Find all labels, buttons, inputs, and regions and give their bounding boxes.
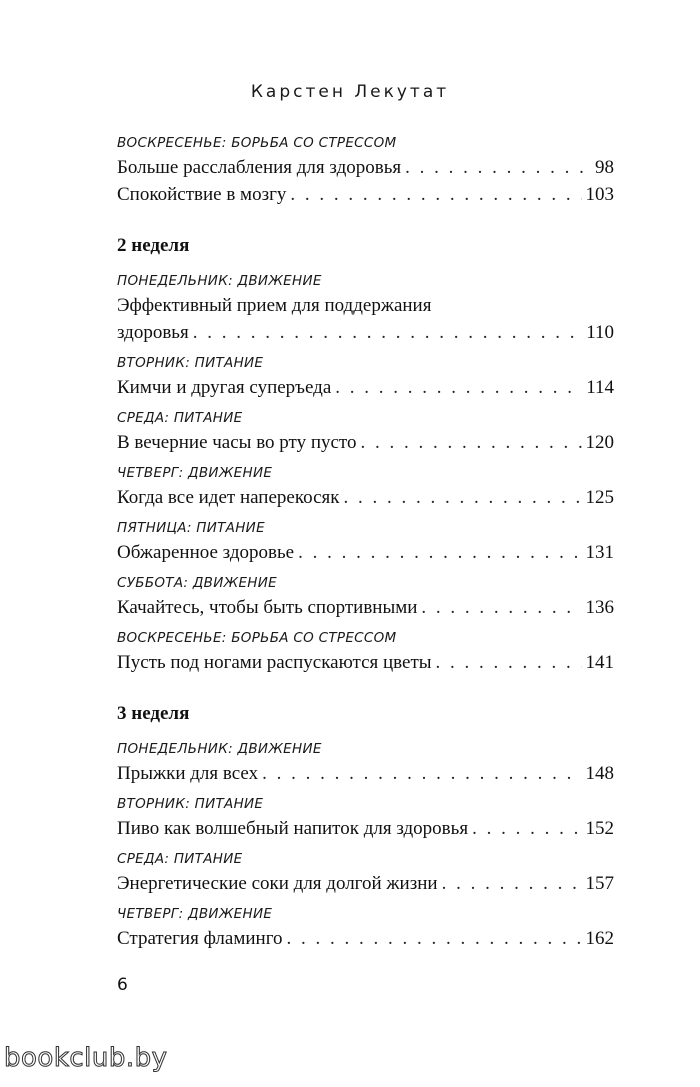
toc-entry[interactable] — [117, 429, 614, 456]
dot-leader — [405, 154, 591, 181]
toc-day-group — [117, 517, 614, 566]
week-heading: 2 неделя — [117, 235, 190, 256]
entry-page-number: 152 — [585, 818, 614, 839]
day-label: ВТОРНИК: ПИТАНИЕ — [117, 355, 264, 371]
entry-title: Стратегия фламинго — [117, 928, 283, 949]
dot-leader — [193, 319, 582, 346]
entry-title: Больше расслабления для здоровья — [117, 157, 402, 178]
entry-title: Когда все идет наперекосяк — [117, 487, 340, 508]
entry-page-number: 125 — [585, 487, 614, 508]
entry-page-number: 114 — [586, 377, 614, 398]
day-label: ПОНЕДЕЛЬНИК: ДВИЖЕНИЕ — [117, 273, 322, 289]
toc-day-group — [117, 132, 614, 208]
entry-page-number: 120 — [585, 432, 614, 453]
toc-entry[interactable] — [117, 925, 614, 952]
entry-title: Кимчи и другая суперъеда — [117, 377, 332, 398]
toc-entry[interactable] — [117, 484, 614, 511]
dot-leader — [421, 594, 581, 621]
week-heading: 3 неделя — [117, 703, 190, 724]
toc-entry[interactable] — [117, 649, 614, 676]
day-label: ЧЕТВЕРГ: ДВИЖЕНИЕ — [117, 465, 273, 481]
entry-title: Обжаренное здоровье — [117, 542, 295, 563]
entry-title: здоровья — [117, 322, 189, 343]
entry-page-number: 98 — [595, 157, 614, 178]
toc-entry[interactable] — [117, 760, 614, 787]
day-label: ВОСКРЕСЕНЬЕ: БОРЬБА СО СТРЕССОМ — [117, 135, 397, 151]
entry-page-number: 141 — [585, 652, 614, 673]
entry-page-number: 162 — [585, 928, 614, 949]
toc-day-group — [117, 627, 614, 676]
toc-day-group — [117, 903, 614, 952]
dot-leader — [343, 484, 581, 511]
entry-title: Пусть под ногами распускаются цветы — [117, 652, 432, 673]
dot-leader — [298, 539, 581, 566]
dot-leader — [442, 870, 582, 897]
entry-title: Пиво как волшебный напиток для здоровья — [117, 818, 469, 839]
toc-day-group — [117, 738, 614, 787]
entry-page-number: 136 — [585, 597, 614, 618]
dot-leader — [436, 649, 582, 676]
entry-title: Прыжки для всех — [117, 763, 259, 784]
dot-leader — [290, 181, 581, 208]
day-label: ПОНЕДЕЛЬНИК: ДВИЖЕНИЕ — [117, 741, 322, 757]
entry-page-number: 157 — [585, 873, 614, 894]
day-label: ЧЕТВЕРГ: ДВИЖЕНИЕ — [117, 906, 273, 922]
entry-title: В вечерние часы во рту пусто — [117, 432, 357, 453]
table-of-contents — [117, 132, 614, 958]
toc-day-group — [117, 352, 614, 401]
toc-entry[interactable] — [117, 154, 614, 181]
entry-title-line: Эффективный прием для поддержания — [117, 295, 432, 316]
toc-day-group — [117, 270, 614, 346]
toc-entry[interactable] — [117, 815, 614, 842]
dot-leader — [262, 760, 581, 787]
toc-entry[interactable] — [117, 181, 614, 208]
entry-page-number: 110 — [586, 322, 614, 343]
day-label: ПЯТНИЦА: ПИТАНИЕ — [117, 520, 265, 536]
toc-day-group — [117, 462, 614, 511]
toc-day-group — [117, 848, 614, 897]
day-label: СУББОТА: ДВИЖЕНИЕ — [117, 575, 277, 591]
toc-entry[interactable] — [117, 539, 614, 566]
dot-leader — [472, 815, 581, 842]
day-label: СРЕДА: ПИТАНИЕ — [117, 410, 243, 426]
toc-day-group — [117, 793, 614, 842]
toc-day-group — [117, 572, 614, 621]
toc-entry[interactable] — [117, 292, 614, 346]
toc-day-group — [117, 407, 614, 456]
running-head: Карстен Лекутат — [250, 82, 450, 102]
dot-leader — [335, 374, 582, 401]
entry-page-number: 148 — [585, 763, 614, 784]
toc-entry[interactable] — [117, 594, 614, 621]
toc-entry[interactable] — [117, 374, 614, 401]
toc-entry[interactable] — [117, 870, 614, 897]
entry-title: Качайтесь, чтобы быть спортивными — [117, 597, 418, 618]
entry-title: Спокойствие в мозгу — [117, 184, 287, 205]
entry-page-number: 131 — [585, 542, 614, 563]
day-label: ВОСКРЕСЕНЬЕ: БОРЬБА СО СТРЕССОМ — [117, 630, 397, 646]
day-label: СРЕДА: ПИТАНИЕ — [117, 851, 243, 867]
dot-leader — [361, 429, 582, 456]
page-number: 6 — [117, 975, 128, 995]
entry-title: Энергетические соки для долгой жизни — [117, 873, 438, 894]
day-label: ВТОРНИК: ПИТАНИЕ — [117, 796, 264, 812]
watermark: bookclub.by — [4, 1043, 168, 1073]
entry-page-number: 103 — [585, 184, 614, 205]
dot-leader — [287, 925, 582, 952]
